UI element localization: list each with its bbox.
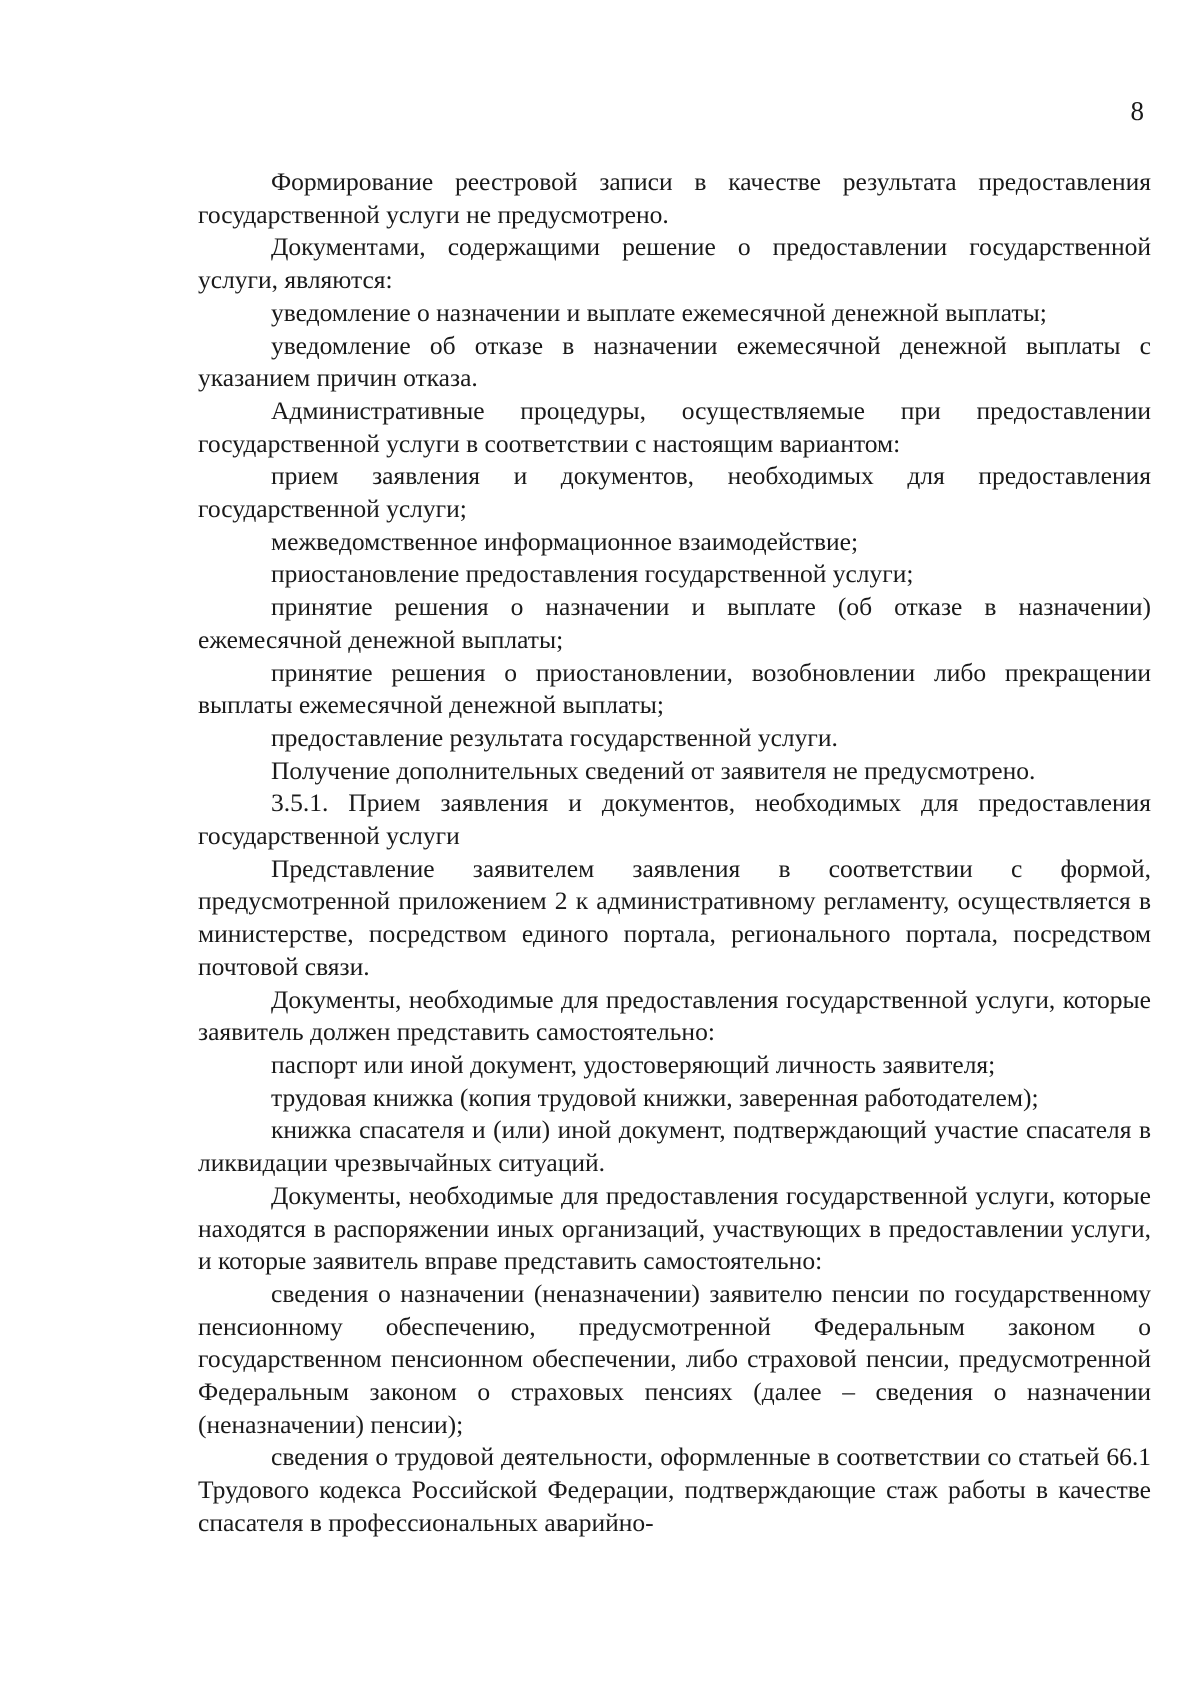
list-item: приостановление предоставления государственной услуги;: [271, 559, 914, 589]
list-item: сведения о назначении (неназначении) заявителю пенсии по государственному пенсионному обеспечению, предусмотренной Федеральным законом о государственном пенсионном обеспечении, либо страховой пенсии, предусмотренной Федеральным законом о страховых пенсиях (далее – сведения о назначении (неназначении) пенсии);: [198, 1278, 1151, 1439]
paragraph: Документы, необходимые для предоставления государственной услуги, которые заявитель должен представить самостоятельно:: [198, 984, 1151, 1047]
section-heading: 3.5.1. Прием заявления и документов, необходимых для предоставления государственной услуги: [198, 788, 1151, 851]
list-item: уведомление об отказе в назначении ежемесячной денежной выплаты с указанием причин отказа.: [198, 330, 1151, 393]
page-number: 8: [1130, 96, 1144, 126]
paragraph: Формирование реестровой записи в качестве результата предоставления государственной услуги не предусмотрено.: [198, 167, 1151, 229]
paragraph: Административные процедуры, осуществляемые при предоставлении государственной услуги в соответствии с настоящим вариантом:: [198, 395, 1151, 458]
list-item: книжка спасателя и (или) иной документ, подтверждающий участие спасателя в ликвидации чрезвычайных ситуаций.: [198, 1115, 1151, 1178]
paragraph: Получение дополнительных сведений от заявителя не предусмотрено.: [271, 755, 1036, 785]
list-item: межведомственное информационное взаимодействие;: [271, 526, 859, 556]
list-item: сведения о трудовой деятельности, оформленные в соответствии со статьей 66.1 Трудового кодекса Российской Федерации, подтверждающие стаж работы в качестве спасателя в профессиональных аварийно-: [198, 1442, 1151, 1537]
list-item: паспорт или иной документ, удостоверяющий личность заявителя;: [271, 1049, 996, 1079]
paragraph: Представление заявителем заявления в соответствии с формой, предусмотренной приложением 2 к административному регламенту, осуществляется в министерстве, посредством единого портала, регионального портала, посредством почтовой связи.: [198, 853, 1151, 981]
paragraph: Документы, необходимые для предоставления государственной услуги, которые находятся в распоряжении иных организаций, участвующих в предоставлении услуги, и которые заявитель вправе представить самостоятельно:: [198, 1180, 1151, 1276]
list-item: трудовая книжка (копия трудовой книжки, заверенная работодателем);: [271, 1082, 1039, 1112]
list-item: уведомление о назначении и выплате ежемесячной денежной выплаты;: [271, 297, 1047, 327]
list-item: прием заявления и документов, необходимых для предоставления государственной услуги;: [198, 461, 1151, 524]
list-item: принятие решения о приостановлении, возобновлении либо прекращении выплаты ежемесячной денежной выплаты;: [198, 657, 1151, 720]
paragraph: Документами, содержащими решение о предоставлении государственной услуги, являются:: [198, 232, 1151, 295]
list-item: предоставление результата государственной услуги.: [271, 722, 838, 752]
list-item: принятие решения о назначении и выплате (об отказе в назначении) ежемесячной денежной выплаты;: [198, 592, 1151, 654]
document-body: [198, 166, 1151, 1540]
